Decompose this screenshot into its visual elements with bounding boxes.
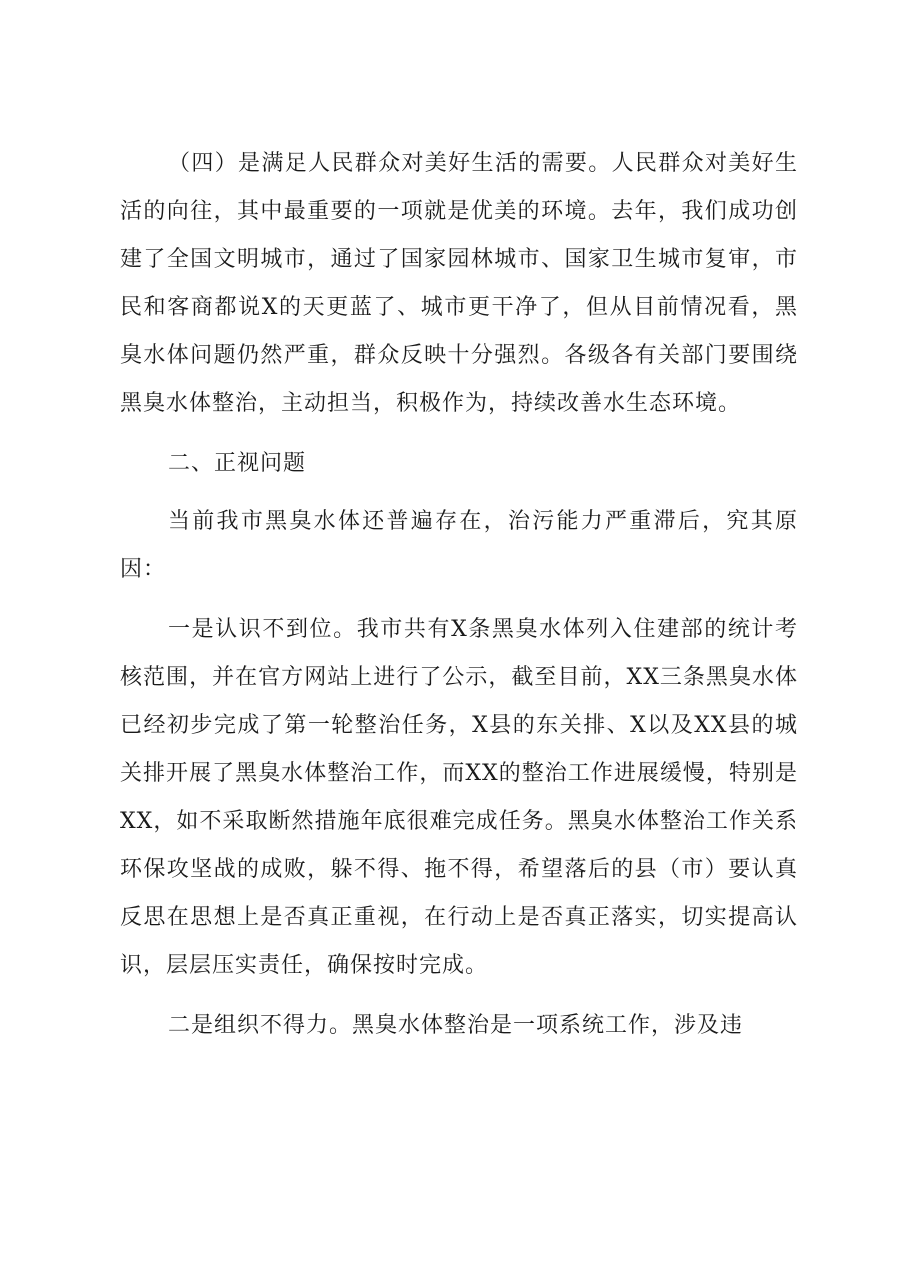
paragraph-current-situation: 当前我市黑臭水体还普遍存在，治污能力严重滞后，究其原因： [120, 509, 798, 582]
paragraph-organization: 二是组织不得力。黑臭水体整治是一项系统工作，涉及违 [168, 1013, 744, 1038]
paragraph-meeting-needs: （四）是满足人民群众对美好生活的需要。人民群众对美好生活的向往，其中最重要的一项就是优美的环境。去年，我们成功创建了全国文明城市，通过了国家园林城市、国家卫生城市复审，市民和客商都说X的天更蓝了、城市更干净了，但从目前情况看，黑臭水体问题仍然严重，群众反映十分强烈。各级各有关部门要围绕黑臭水体整治，主动担当，积极作为，持续改善水生态环境。 [120, 151, 798, 416]
paragraph-awareness: 一是认识不到位。我市共有X条黑臭水体列入住建部的统计考核范围，并在官方网站上进行了公示，截至目前，XX三条黑臭水体已经初步完成了第一轮整治任务，X县的东关排、X以及XX县的城关排开展了黑臭水体整治工作，而XX的整治工作进展缓慢，特别是XX，如不采取断然措施年底很难完成任务。黑臭水体整治工作关系环保攻坚战的成败，躲不得、拖不得，希望落后的县（市）要认真反思在思想上是否真正重视，在行动上是否真正落实，切实提高认识，层层压实责任，确保按时完成。 [120, 617, 798, 978]
document-page [120, 140, 798, 1062]
section-heading-face-problems: 二、正视问题 [168, 451, 307, 476]
